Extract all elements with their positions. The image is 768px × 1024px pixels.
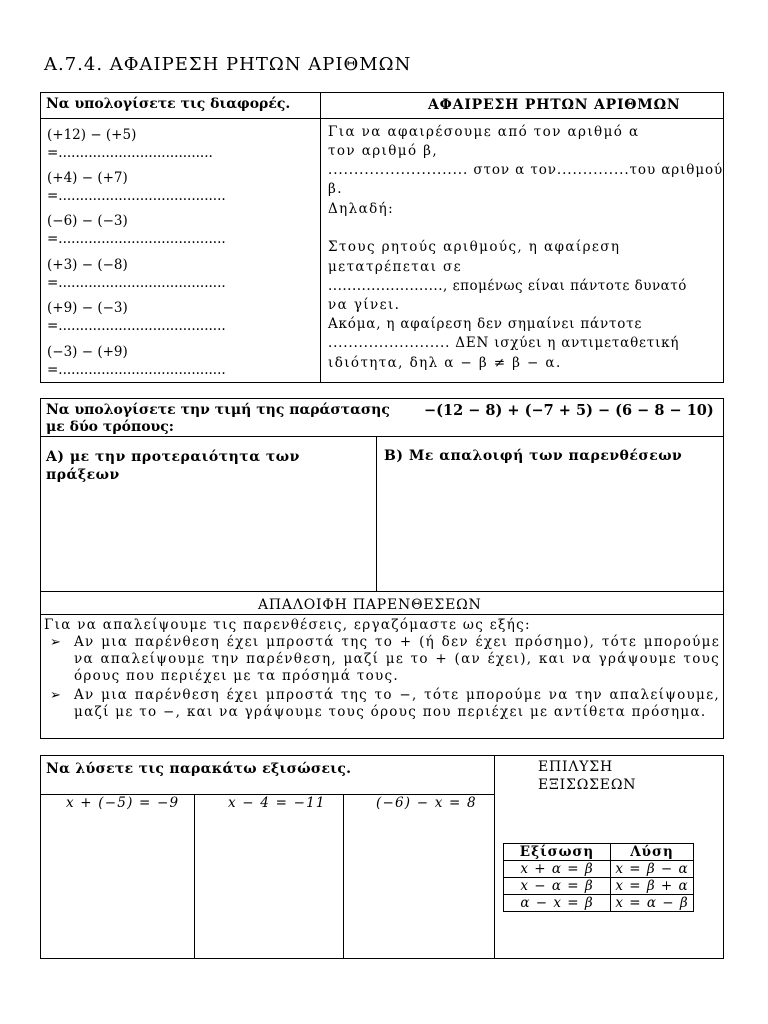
table-cell: α − x = β: [504, 895, 611, 912]
exercise-expr: (−6) − (−3): [47, 213, 128, 229]
equation-divider: [194, 794, 195, 959]
solving-title: ΕΞΙΣΩΣΕΩΝ: [538, 777, 637, 793]
theory-line: β.: [328, 181, 343, 197]
table-cell: x + α = β: [504, 861, 611, 878]
theory-line: ........................ ΔΕΝ ισχύει η αντιμεταθετική: [328, 335, 680, 351]
exercise-answer-blank: =.......................................: [47, 188, 226, 204]
theory-line: μετατρέπεται σε: [328, 259, 462, 275]
table-row: [504, 878, 694, 895]
exercise-expr: (+3) − (−8): [47, 257, 128, 273]
column-divider: [376, 436, 377, 591]
solutions-table: [503, 843, 694, 912]
table-cell: x − α = β: [504, 878, 611, 895]
equation-1: x + (−5) = −9: [66, 795, 180, 811]
theory-line: Δηλαδή:: [328, 201, 395, 217]
exercises-header: Να υπολογίσετε τις διαφορές.: [46, 96, 291, 112]
theory-line: Στους ρητούς αριθμούς, η αφαίρεση: [328, 239, 621, 255]
exercise-answer-blank: =.......................................: [47, 362, 226, 378]
table-cell: x = α − β: [611, 895, 694, 912]
exercise-answer-blank: =....................................: [47, 145, 213, 161]
rules-divider: [40, 591, 724, 592]
header-divider: [40, 436, 724, 437]
theory-line: Για να αφαιρέσουμε από τον αριθμό α: [328, 124, 640, 140]
solving-title: ΕΠΙΛΥΣΗ: [538, 759, 614, 775]
exercise-answer-blank: =.......................................: [47, 231, 226, 247]
exercise-expr: (+12) − (+5): [47, 127, 137, 143]
table-cell: x = β − α: [611, 861, 694, 878]
rules-title: ΑΠΑΛΟΙΦΗ ΠΑΡΕΝΘΕΣΕΩΝ: [258, 597, 482, 613]
exercise-expr: (+9) − (−3): [47, 300, 128, 316]
page-title: Α.7.4. ΑΦΑΙΡΕΣΗ ΡΗΤΩΝ ΑΡΙΘΜΩΝ: [44, 54, 412, 75]
exercise-answer-blank: =.......................................: [47, 318, 226, 334]
theory-line: ........................... στον α τον..............του αριθμού: [328, 162, 724, 178]
table-header: Εξίσωση: [504, 844, 611, 861]
theory-line: να γίνει.: [328, 297, 401, 313]
table-cell: x = β + α: [611, 878, 694, 895]
exercise-expr: (−3) − (+9): [47, 344, 128, 360]
table-row: [504, 895, 694, 912]
header-divider: [40, 118, 724, 119]
equations-header: Να λύσετε τις παρακάτω εξισώσεις.: [46, 761, 352, 777]
rules-intro: Για να απαλείψουμε τις παρενθέσεις, εργαζόμαστε ως εξής:: [44, 617, 531, 633]
rule-minus-sign: Αν μια παρένθεση έχει μπροστά της το −, τότε μπορούμε να την απαλείψουμε, μαζί με το −, και να γράψουμε τους όρους που περιέχει με αντίθετα πρόσημα.: [74, 687, 720, 720]
equation-2: x − 4 = −11: [228, 795, 326, 811]
column-divider: [494, 755, 495, 959]
table-header-row: [504, 844, 694, 861]
theory-line: ........................, επομένως είναι πάντοτε δυνατό: [328, 278, 687, 294]
equation-3: (−6) − x = 8: [376, 795, 477, 811]
table-header: Λύση: [611, 844, 694, 861]
expression-prompt-continued: με δύο τρόπους:: [46, 419, 174, 435]
exercise-answer-blank: =.......................................: [47, 275, 226, 291]
method-a-label: A) με την προτεραιότητα των πράξεων: [46, 449, 300, 483]
theory-line: Ακόμα, η αφαίρεση δεν σημαίνει πάντοτε: [328, 316, 643, 332]
theory-header: ΑΦΑΙΡΕΣΗ ΡΗΤΩΝ ΑΡΙΘΜΩΝ: [428, 97, 681, 113]
column-divider: [320, 92, 321, 383]
theory-line: τον αριθμό β,: [328, 143, 439, 159]
expression: −(12 − 8) + (−7 + 5) − (6 − 8 − 10): [424, 402, 714, 419]
bullet-arrow-icon: ➢: [50, 635, 61, 650]
exercise-expr: (+4) − (+7): [47, 170, 128, 186]
equation-divider: [343, 794, 344, 959]
expression-prompt: Να υπολογίσετε την τιμή της παράστασης: [46, 402, 390, 418]
table-row: [504, 861, 694, 878]
bullet-arrow-icon: ➢: [50, 688, 61, 703]
rule-plus-sign: Αν μια παρένθεση έχει μπροστά της το + (ή δεν έχει πρόσημο), τότε μπορούμε να απαλείψουμε την παρένθεση, μαζί με το + (αν έχει), και να γράψουμε τους όρους που περιέχει με τα πρόσημά τους.: [74, 634, 720, 684]
method-b-label: B) Με απαλοιφή των παρενθέσεων: [384, 448, 683, 464]
theory-line: ιδιότητα, δηλ α − β ≠ β − α.: [328, 355, 562, 371]
rules-title-divider: [40, 614, 724, 615]
